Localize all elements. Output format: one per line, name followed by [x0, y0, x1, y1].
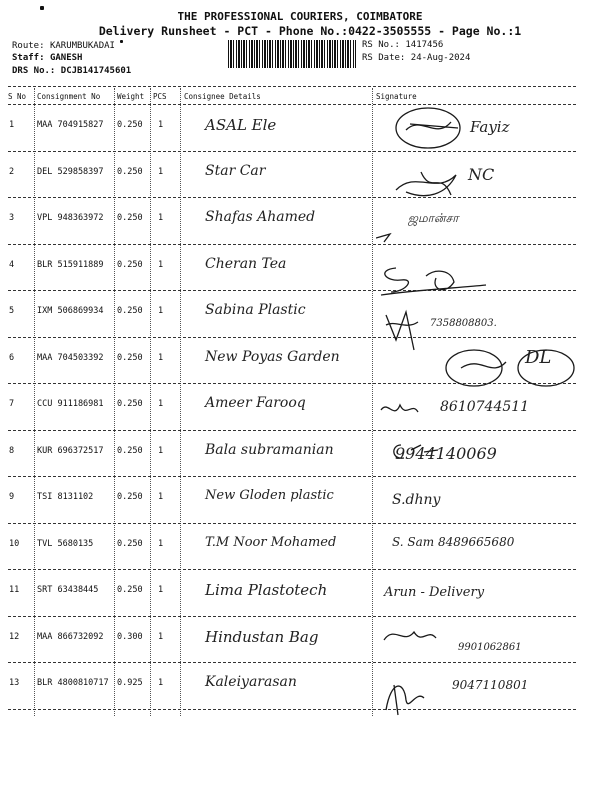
- row-signature-text: NC: [468, 164, 495, 184]
- row-consignment-no: KUR 696372517: [37, 445, 104, 456]
- signature-scribble: [461, 362, 506, 368]
- signature-scribble: [384, 632, 436, 640]
- row-consignment-no: BLR 4800810717: [37, 678, 109, 688]
- row-pcs: 1: [158, 399, 164, 409]
- row-consignee: Kaleiyarasan: [205, 674, 297, 690]
- staff-line: [12, 53, 82, 63]
- row-consignment-no: VPL 948363972: [37, 213, 104, 223]
- row-pcs: 1: [158, 492, 164, 502]
- staff-label: Staff:: [12, 53, 45, 63]
- row-sno: 1: [9, 120, 15, 130]
- route-value: KARUMBUKADAI: [49, 41, 115, 51]
- row-consignee: Hindustan Bag: [205, 627, 319, 646]
- row-sno: 4: [9, 259, 15, 270]
- row-pcs: 1: [158, 306, 164, 316]
- runsheet-title: Delivery Runsheet - PCT - Phone No.:0422-3505555 - Page No.:1: [98, 24, 522, 38]
- row-consignee: T.M Noor Mohamed: [205, 534, 337, 550]
- row-weight: 0.250: [117, 306, 143, 316]
- row-pcs: 1: [158, 120, 164, 130]
- row-signature-text: S. Sam 8489665680: [392, 534, 515, 549]
- row-consignment-no: BLR 515911889: [37, 259, 104, 270]
- row-weight: 0.250: [117, 352, 143, 363]
- row-consignee: Sabina Plastic: [205, 302, 306, 318]
- signature-scribbles: [376, 100, 576, 720]
- col-header-consignment: Consignment No: [37, 92, 101, 101]
- row-sno: 2: [9, 166, 15, 177]
- row-consignment-no: DEL 529858397: [37, 166, 104, 177]
- row-sno: 8: [9, 445, 15, 456]
- row-weight: 0.250: [117, 585, 143, 595]
- row-consignee: ASAL Ele: [205, 116, 277, 134]
- signature-scribble: [386, 685, 424, 715]
- row-pcs: 1: [158, 585, 164, 595]
- column-divider: [180, 88, 181, 716]
- row-consignment-no: MAA 704503392: [37, 352, 104, 363]
- row-consignment-no: MAA 704915827: [37, 120, 104, 130]
- row-sno: 12: [9, 631, 20, 642]
- row-consignee: Bala subramanian: [205, 441, 334, 458]
- row-weight: 0.250: [117, 445, 143, 456]
- signature-scribble: [381, 405, 418, 412]
- row-consignee: New Gloden plastic: [205, 488, 334, 503]
- row-consignment-no: IXM 506869934: [37, 306, 104, 316]
- row-consignment-no: SRT 63438445: [37, 585, 99, 595]
- row-weight: 0.250: [117, 120, 143, 130]
- rs-no-line: [362, 40, 443, 50]
- row-signature-text: 9944140069: [395, 443, 497, 463]
- row-pcs: 1: [158, 352, 164, 363]
- column-divider: [114, 88, 115, 716]
- row-signature-text: S.dhny: [392, 492, 441, 508]
- row-pcs: 1: [158, 538, 164, 549]
- company-title: THE PROFESSIONAL COURIERS, COIMBATORE: [177, 10, 423, 23]
- scan-mark: [120, 40, 123, 43]
- row-sno: 5: [9, 306, 15, 316]
- signature-scribble: [396, 172, 456, 196]
- route-label: Route:: [12, 41, 45, 51]
- signature-scribble: [376, 234, 390, 242]
- row-weight: 0.250: [117, 399, 143, 409]
- row-signature-text: 8610744511: [440, 399, 530, 415]
- row-weight: 0.300: [117, 631, 143, 642]
- row-sno: 3: [9, 213, 15, 223]
- col-header-consignee: Consignee Details: [184, 92, 261, 101]
- rs-no-value: 1417456: [405, 40, 444, 50]
- row-weight: 0.250: [117, 538, 143, 549]
- row-sno: 10: [9, 538, 20, 549]
- row-consignment-no: TVL 5680135: [37, 538, 94, 549]
- row-weight: 0.250: [117, 213, 143, 223]
- barcode: [228, 40, 356, 68]
- signature-scribble: [386, 312, 418, 350]
- signature-scribble: [381, 268, 486, 295]
- col-header-signature: Signature: [376, 92, 417, 101]
- column-divider: [372, 88, 373, 716]
- row-consignment-no: TSI 8131102: [37, 492, 94, 502]
- drs-line: [12, 66, 131, 76]
- row-pcs: 1: [158, 631, 164, 642]
- signature-scribble: [394, 445, 438, 458]
- row-sno: 13: [9, 678, 20, 688]
- row-pcs: 1: [158, 166, 164, 177]
- rs-date-line: [362, 53, 470, 63]
- column-divider: [150, 88, 151, 716]
- row-consignee: Star Car: [205, 162, 266, 179]
- row-weight: 0.250: [117, 259, 143, 270]
- row-pcs: 1: [158, 213, 164, 223]
- row-weight: 0.925: [117, 678, 143, 688]
- col-header-weight: Weight: [117, 92, 145, 101]
- drs-label: DRS No.:: [12, 66, 56, 76]
- rs-date-label: RS Date:: [362, 53, 406, 63]
- column-divider: [34, 88, 35, 716]
- row-consignee: New Poyas Garden: [205, 348, 340, 365]
- row-weight: 0.250: [117, 166, 143, 177]
- col-header-pcs: PCS: [153, 92, 167, 101]
- signature-scribble: [406, 122, 458, 130]
- route-line: [12, 41, 115, 51]
- row-signature-text: Fayiz: [470, 118, 510, 136]
- row-pcs: 1: [158, 445, 164, 456]
- row-signature-text: 9901062861: [458, 641, 522, 653]
- row-sno: 9: [9, 492, 15, 502]
- row-sno: 7: [9, 399, 15, 409]
- row-consignee: Cheran Tea: [205, 255, 287, 272]
- row-pcs: 1: [158, 678, 164, 688]
- row-consignment-no: MAA 866732092: [37, 631, 104, 642]
- col-header-sno: S No: [8, 92, 27, 101]
- row-sno: 11: [9, 585, 20, 595]
- row-signature-text: Arun - Delivery: [384, 585, 485, 600]
- staff-value: GANESH: [49, 53, 83, 63]
- row-pcs: 1: [158, 259, 164, 270]
- row-sno: 6: [9, 352, 15, 363]
- row-weight: 0.250: [117, 492, 143, 502]
- row-signature-text: ஜமான்சா: [408, 211, 459, 225]
- row-consignee: Lima Plastotech: [205, 581, 328, 599]
- row-consignee: Shafas Ahamed: [205, 209, 316, 225]
- row-consignee: Ameer Farooq: [205, 395, 306, 411]
- signature-scribble: [518, 350, 574, 386]
- row-signature-text: DL: [525, 346, 552, 368]
- drs-value: DCJB141745601: [60, 66, 132, 76]
- row-signature-text: 9047110801: [452, 678, 529, 692]
- row-signature-text: 7358808803.: [430, 318, 497, 329]
- row-consignment-no: CCU 911186981: [37, 399, 104, 409]
- rs-date-value: 24-Aug-2024: [410, 53, 471, 63]
- rs-no-label: RS No.:: [362, 40, 400, 50]
- table-top-rule: [8, 86, 576, 87]
